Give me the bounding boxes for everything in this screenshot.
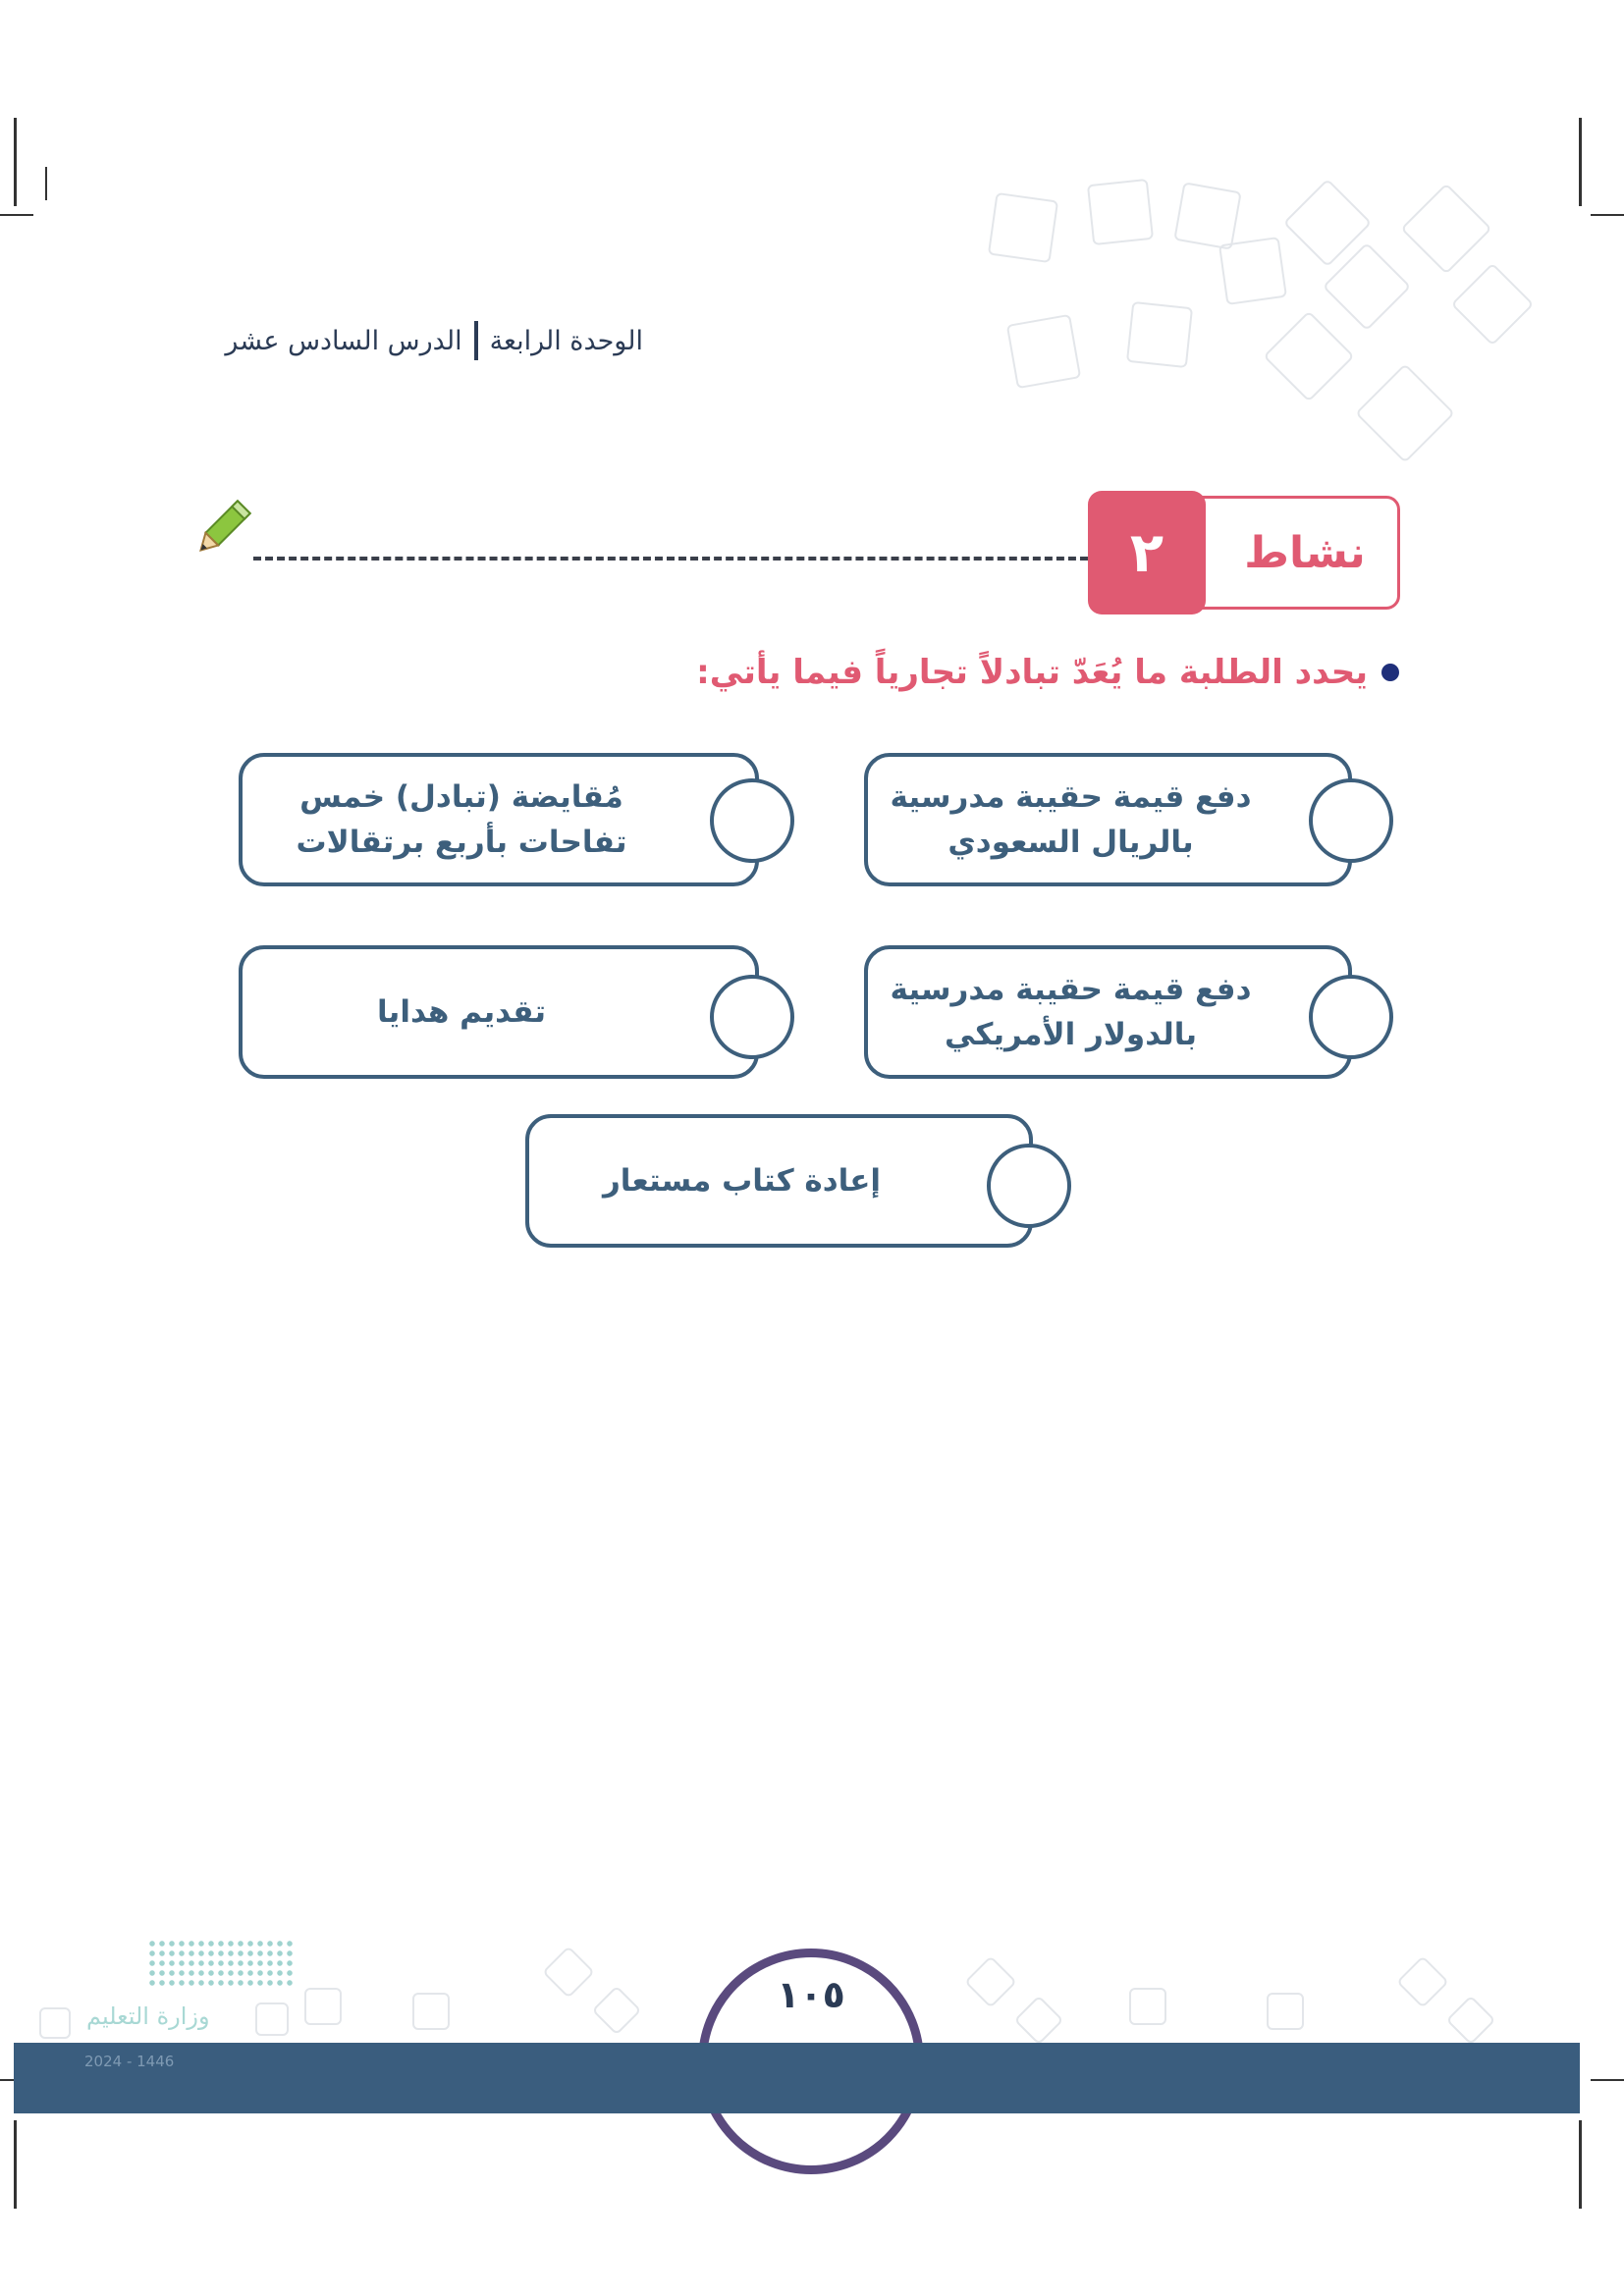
- activity-label: نشاط: [1244, 527, 1366, 578]
- option-card[interactable]: [525, 1114, 1033, 1248]
- crop-mark: [1591, 214, 1624, 216]
- lesson-title: الدرس السادس عشر: [225, 325, 462, 356]
- decorative-square: [1126, 301, 1193, 368]
- pencil-icon: [187, 496, 255, 564]
- decorative-square: [1446, 1996, 1496, 2046]
- decorative-square: [592, 1986, 642, 2036]
- decorative-square: [1451, 263, 1535, 347]
- option-text: مُقايضة (تبادل) خمس تفاحات بأربع برتقالات: [296, 778, 627, 860]
- decorative-square: [1263, 310, 1354, 401]
- bullet-icon: [1381, 664, 1399, 681]
- decorative-square: [1267, 1993, 1304, 2030]
- ministry-logo: [147, 1939, 295, 1988]
- decorative-square: [1006, 314, 1081, 389]
- crop-mark: [1579, 2120, 1582, 2209]
- option-checkbox[interactable]: [710, 975, 794, 1059]
- option-text: تقديم هدايا: [377, 993, 546, 1030]
- crop-mark: [0, 214, 33, 216]
- crop-mark: [1591, 2079, 1624, 2081]
- decorative-square: [542, 1946, 595, 1999]
- decorative-square: [1014, 1996, 1064, 2046]
- ministry-logo-text: وزارة التعليم: [86, 2002, 210, 2030]
- crop-mark: [45, 167, 47, 200]
- edition-year: 2024 - 1446: [84, 2053, 175, 2070]
- activity-number: ٢: [1088, 491, 1206, 614]
- option-text: إعادة كتاب مستعار: [602, 1162, 882, 1199]
- option-card[interactable]: [239, 753, 759, 886]
- option-checkbox[interactable]: [1309, 778, 1393, 863]
- decorative-square: [1173, 182, 1242, 250]
- option-card[interactable]: [239, 945, 759, 1079]
- activity-divider: [253, 557, 1100, 561]
- decorative-square: [988, 192, 1058, 263]
- decorative-square: [255, 2002, 289, 2036]
- decorative-square: [964, 1955, 1017, 2008]
- breadcrumb: [196, 316, 643, 365]
- option-card[interactable]: [864, 753, 1352, 886]
- activity-badge: [1088, 496, 1400, 610]
- crop-mark: [1579, 118, 1582, 206]
- decorative-square: [304, 1988, 342, 2025]
- option-text: دفع قيمة حقيبة مدرسية بالريال السعودي: [890, 778, 1252, 860]
- decorative-square: [1396, 1955, 1449, 2008]
- instruction: [687, 643, 1399, 702]
- breadcrumb-separator: [474, 321, 478, 360]
- crop-mark: [14, 2120, 17, 2209]
- unit-title: الوحدة الرابعة: [489, 325, 643, 356]
- instruction-text: يحدد الطلبة ما يُعَدّ تبادلاً تجارياً فيما يأتي:: [696, 653, 1368, 692]
- crop-mark: [14, 118, 17, 206]
- option-text: دفع قيمة حقيبة مدرسية بالدولار الأمريكي: [890, 971, 1252, 1052]
- option-checkbox[interactable]: [987, 1144, 1071, 1228]
- option-card[interactable]: [864, 945, 1352, 1079]
- decorative-square: [1218, 237, 1287, 305]
- decorative-square: [412, 1993, 450, 2030]
- decorative-square: [1087, 179, 1154, 245]
- page-number: ١٠٥: [777, 1973, 845, 2016]
- option-checkbox[interactable]: [1309, 975, 1393, 1059]
- decorative-square: [39, 2007, 71, 2039]
- decorative-square: [1400, 183, 1491, 274]
- option-checkbox[interactable]: [710, 778, 794, 863]
- footer-bar: [14, 2043, 1580, 2113]
- decorative-square: [1129, 1988, 1166, 2025]
- decorative-square: [1355, 363, 1455, 463]
